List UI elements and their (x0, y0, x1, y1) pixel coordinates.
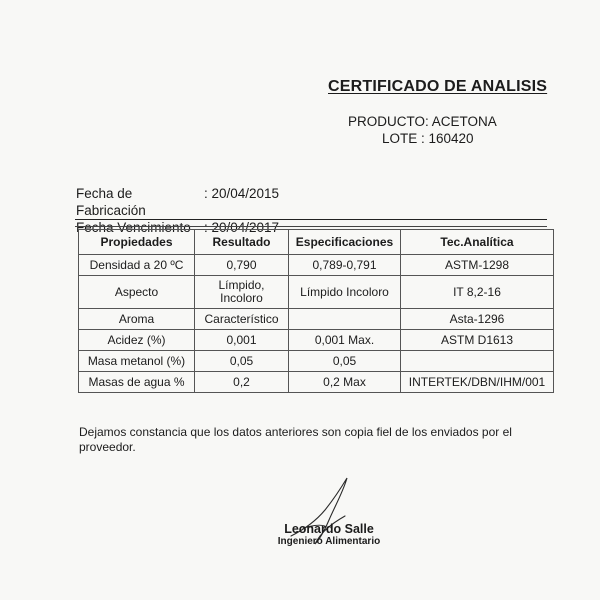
lot-line: LOTE : 160420 (382, 131, 474, 146)
table-row (79, 372, 554, 393)
cell-property: Aroma (79, 309, 195, 330)
cell-result: 0,001 (195, 330, 289, 351)
header-result: Resultado (195, 230, 289, 255)
cell-technique: Asta-1296 (401, 309, 554, 330)
cell-property: Masa metanol (%) (79, 351, 195, 372)
cell-technique: ASTM D1613 (401, 330, 554, 351)
cell-spec: Límpido Incoloro (289, 276, 401, 309)
cell-property: Densidad a 20 ºC (79, 255, 195, 276)
cell-technique: INTERTEK/DBN/IHM/001 (401, 372, 554, 393)
table-row (79, 330, 554, 351)
table-header-row (79, 230, 554, 255)
cell-property: Aspecto (79, 276, 195, 309)
table-row (79, 276, 554, 309)
disclaimer-text: Dejamos constancia que los datos anteriores son copia fiel de los enviados por el proveedor. (79, 425, 512, 454)
signer-block (264, 522, 394, 547)
cell-spec: 0,001 Max. (289, 330, 401, 351)
divider-bottom (75, 226, 547, 227)
analysis-table (78, 229, 554, 393)
document-title: CERTIFICADO DE ANALISIS (328, 78, 548, 95)
cell-technique: ASTM-1298 (401, 255, 554, 276)
product-line: PRODUCTO: ACETONA (348, 114, 497, 129)
divider-top (75, 219, 547, 220)
cell-spec: 0,2 Max (289, 372, 401, 393)
table-row (79, 255, 554, 276)
header-technique: Tec.Analítica (401, 230, 554, 255)
expiry-date-label: Fecha Vencimiento (76, 220, 191, 235)
signer-name: Leonardo Salle (284, 522, 374, 536)
cell-result: Característico (195, 309, 289, 330)
expiry-date-value: : 20/04/2017 (204, 220, 280, 235)
table-row (79, 351, 554, 372)
cell-spec (289, 309, 401, 330)
cell-result: 0,790 (195, 255, 289, 276)
cell-technique (401, 351, 554, 372)
cell-result: 0,05 (195, 351, 289, 372)
manufacture-date-row (76, 185, 279, 219)
cell-spec: 0,789-0,791 (289, 255, 401, 276)
cell-result: Límpido, Incoloro (195, 276, 289, 309)
header-properties: Propiedades (79, 230, 195, 255)
cell-property: Acidez (%) (79, 330, 195, 351)
header-specifications: Especificaciones (289, 230, 401, 255)
manufacture-date-value: : 20/04/2015 (204, 186, 280, 201)
cell-result: 0,2 (195, 372, 289, 393)
signer-role: Ingeniero Alimentario (277, 536, 381, 547)
manufacture-date-label: Fecha de Fabricación (76, 186, 146, 218)
cell-spec: 0,05 (289, 351, 401, 372)
cell-technique: IT 8,2-16 (401, 276, 554, 309)
table-row (79, 309, 554, 330)
cell-property: Masas de agua % (79, 372, 195, 393)
